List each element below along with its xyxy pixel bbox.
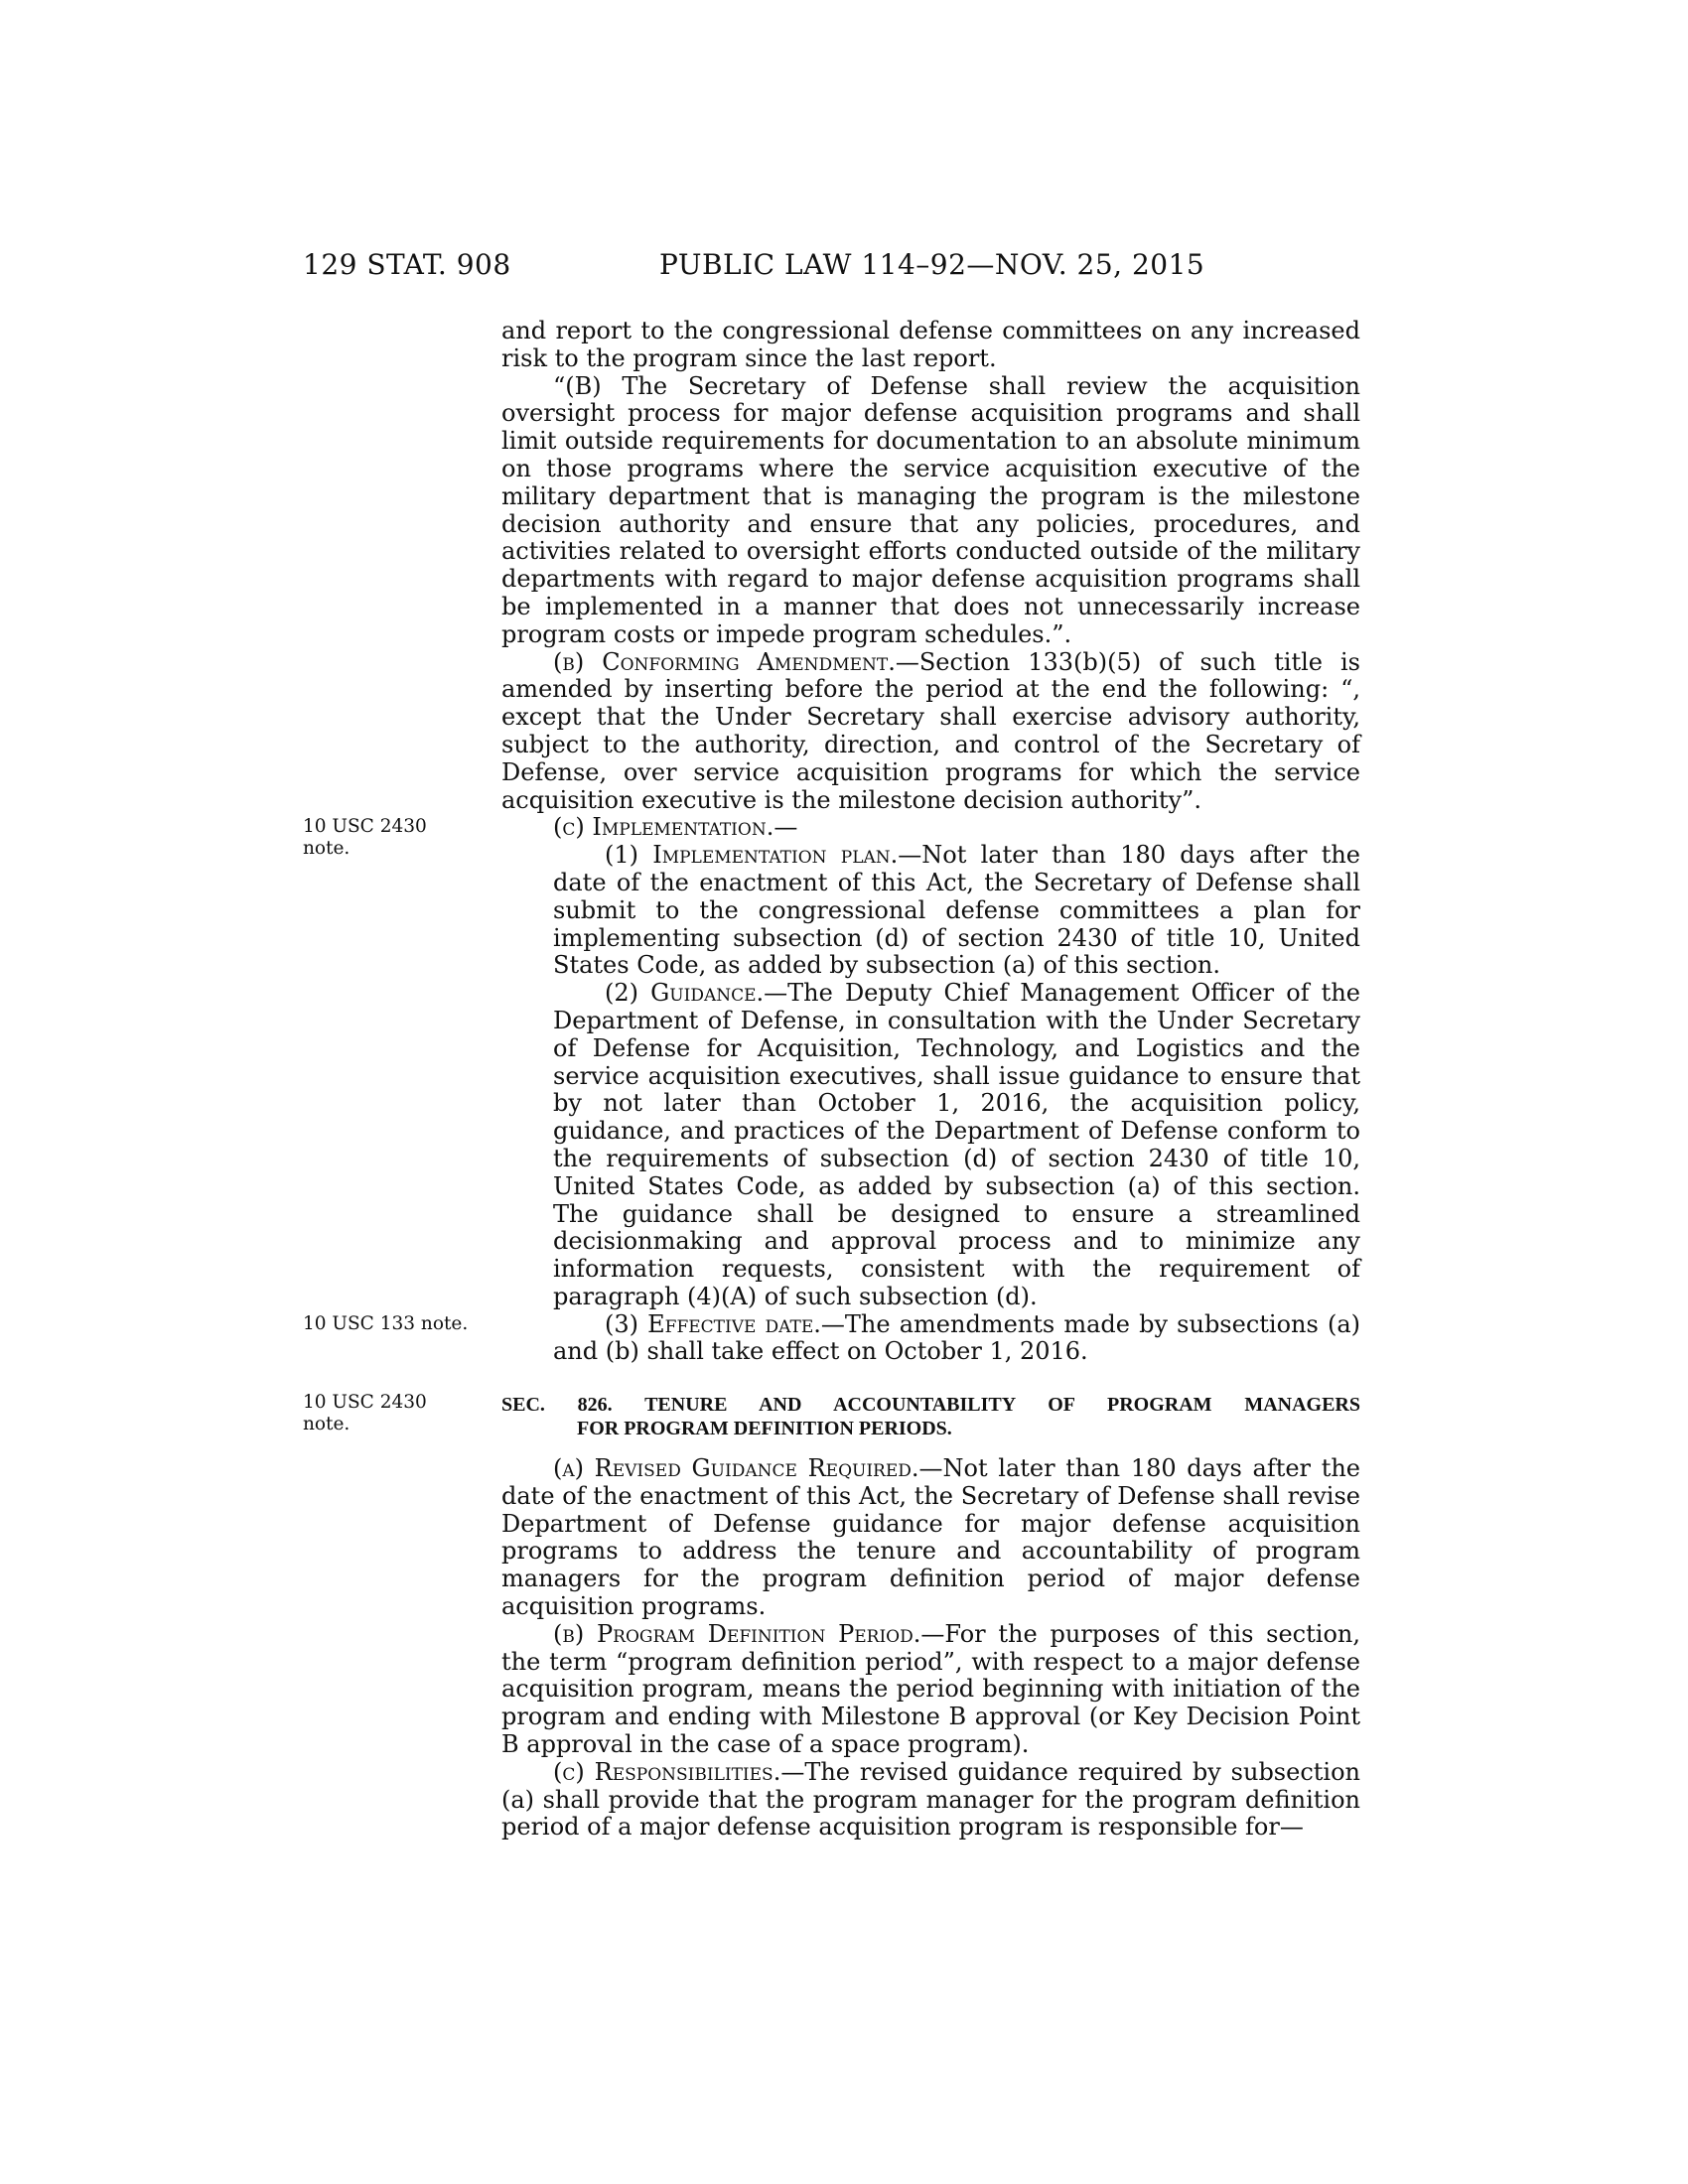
- subsection-text: —The revised guidance required by subsection (a) shall provide that the program manager for the program definition period of a major defense acquisition program is responsible for—: [501, 1757, 1360, 1842]
- margin-note-line: 10 USC 133 note.: [303, 1313, 469, 1334]
- subsection-heading: (c) Responsibilities.: [553, 1757, 781, 1786]
- subsection-heading: (b) Program Definition Period.: [553, 1619, 921, 1648]
- subsection-text: —Section 133(b)(5) of such title is amended by inserting before the period at the end the following: “, except that the Under Secretary shall exercise advisory authority, subject to the authority, direction, and control of the Secretary of Defense, over service acquisition programs for which the service acquisition executive is the milestone decision authority”.: [501, 647, 1360, 814]
- subsection-text: —Not later than 180 days after the date of the enactment of this Act, the Secretary of Defense shall revise Department of Defense guidance for major defense acquisition programs to address the tenure and accountability of program managers for the program definition period of major defense acquisition programs.: [501, 1454, 1361, 1620]
- paragraph-program-definition-period: [501, 1621, 1360, 1759]
- paragraph-revised-guidance: [501, 1455, 1360, 1621]
- subsection-text: —: [774, 813, 798, 842]
- paragraph-implementation-plan: [501, 842, 1360, 980]
- paragraph-b-secretary-review: “(B) The Secretary of Defense shall review the acquisition oversight process for major defense acquisition programs and shall limit outside requirements for documentation to an absolute minimum on those programs where the service acquisition executive of the military department that is managing the program is the milestone decision authority and ensure that any policies, procedures, and activities related to oversight efforts conducted outside of the military departments with regard to major defense acquisition programs shall be implemented in a manner that does not unnecessarily increase program costs or impede program schedules.”.: [501, 371, 1360, 648]
- paragraph-effective-date: [501, 1311, 1360, 1367]
- statute-text-block-1: [501, 318, 1360, 1366]
- paragraph-continuation: and report to the congressional defense committees on any increased risk to the program since the last report.: [501, 317, 1360, 372]
- section-heading-line: FOR PROGRAM DEFINITION PERIODS.: [577, 1418, 952, 1439]
- margin-note-line: 10 USC 2430: [303, 816, 427, 837]
- margin-note-usc-2430: [303, 816, 492, 860]
- paragraph-text: —The amendments made by subsections (a) and (b) shall take effect on October 1, 2016.: [553, 1309, 1360, 1366]
- subsection-heading: (a) Revised Guidance Required.: [553, 1454, 919, 1482]
- subsection-heading: (c) Implementation.: [553, 813, 774, 842]
- paragraph-heading: (2) Guidance.: [605, 979, 765, 1008]
- paragraph-guidance: [501, 980, 1360, 1311]
- margin-note-line: note.: [303, 1414, 351, 1434]
- page-header: [0, 248, 1688, 284]
- subsection-text: —For the purposes of this section, the term “program definition period”, with respect to a major defense acquisition program, means the period beginning with initiation of the program and ending with Milestone B approval (or Key Decision Point B approval in the case of a space program).: [501, 1619, 1360, 1758]
- margin-note-line: note.: [303, 838, 351, 859]
- section-826-heading: [501, 1393, 1360, 1440]
- margin-note-usc-133: [303, 1313, 492, 1335]
- paragraph-heading: (3) Effective date.: [605, 1309, 821, 1338]
- paragraph-implementation: [501, 814, 1360, 842]
- subsection-heading: (b) Conforming Amendment.: [553, 647, 896, 676]
- paragraph-responsibilities: [501, 1759, 1360, 1842]
- section-heading-line: SEC. 826. TENURE AND ACCOUNTABILITY OF PROGRAM MANAGERS: [501, 1394, 1360, 1416]
- paragraph-heading: (1) Implementation plan.: [605, 841, 899, 870]
- paragraph-conforming-amendment: [501, 649, 1360, 815]
- paragraph-text: —Not later than 180 days after the date of the enactment of this Act, the Secretary of Defense shall submit to the congressional defense committees a plan for implementing subsection (d) of section 2430 of title 10, United States Code, as added by subsection (a) of this section.: [553, 841, 1360, 980]
- statute-text-block-2: [501, 1455, 1360, 1842]
- paragraph-text: —The Deputy Chief Management Officer of the Department of Defense, in consultation with the Under Secretary of Defense for Acquisition, Technology, and Logistics and the service acquisition executives, shall issue guidance to ensure that by not later than October 1, 2016, the acquisition policy, guidance, and practices of the Department of Defense conform to the requirements of subsection (d) of section 2430 of title 10, United States Code, as added by subsection (a) of this section. The guidance shall be designed to ensure a streamlined decisionmaking and approval process and to minimize any information requests, consistent with the requirement of paragraph (4)(A) of such subsection (d).: [553, 979, 1360, 1310]
- margin-note-line: 10 USC 2430: [303, 1392, 427, 1413]
- stat-page-reference: 129 STAT. 908: [303, 248, 511, 281]
- margin-note-usc-2430-sec826: [303, 1392, 492, 1435]
- public-law-title: PUBLIC LAW 114–92—NOV. 25, 2015: [659, 248, 1205, 281]
